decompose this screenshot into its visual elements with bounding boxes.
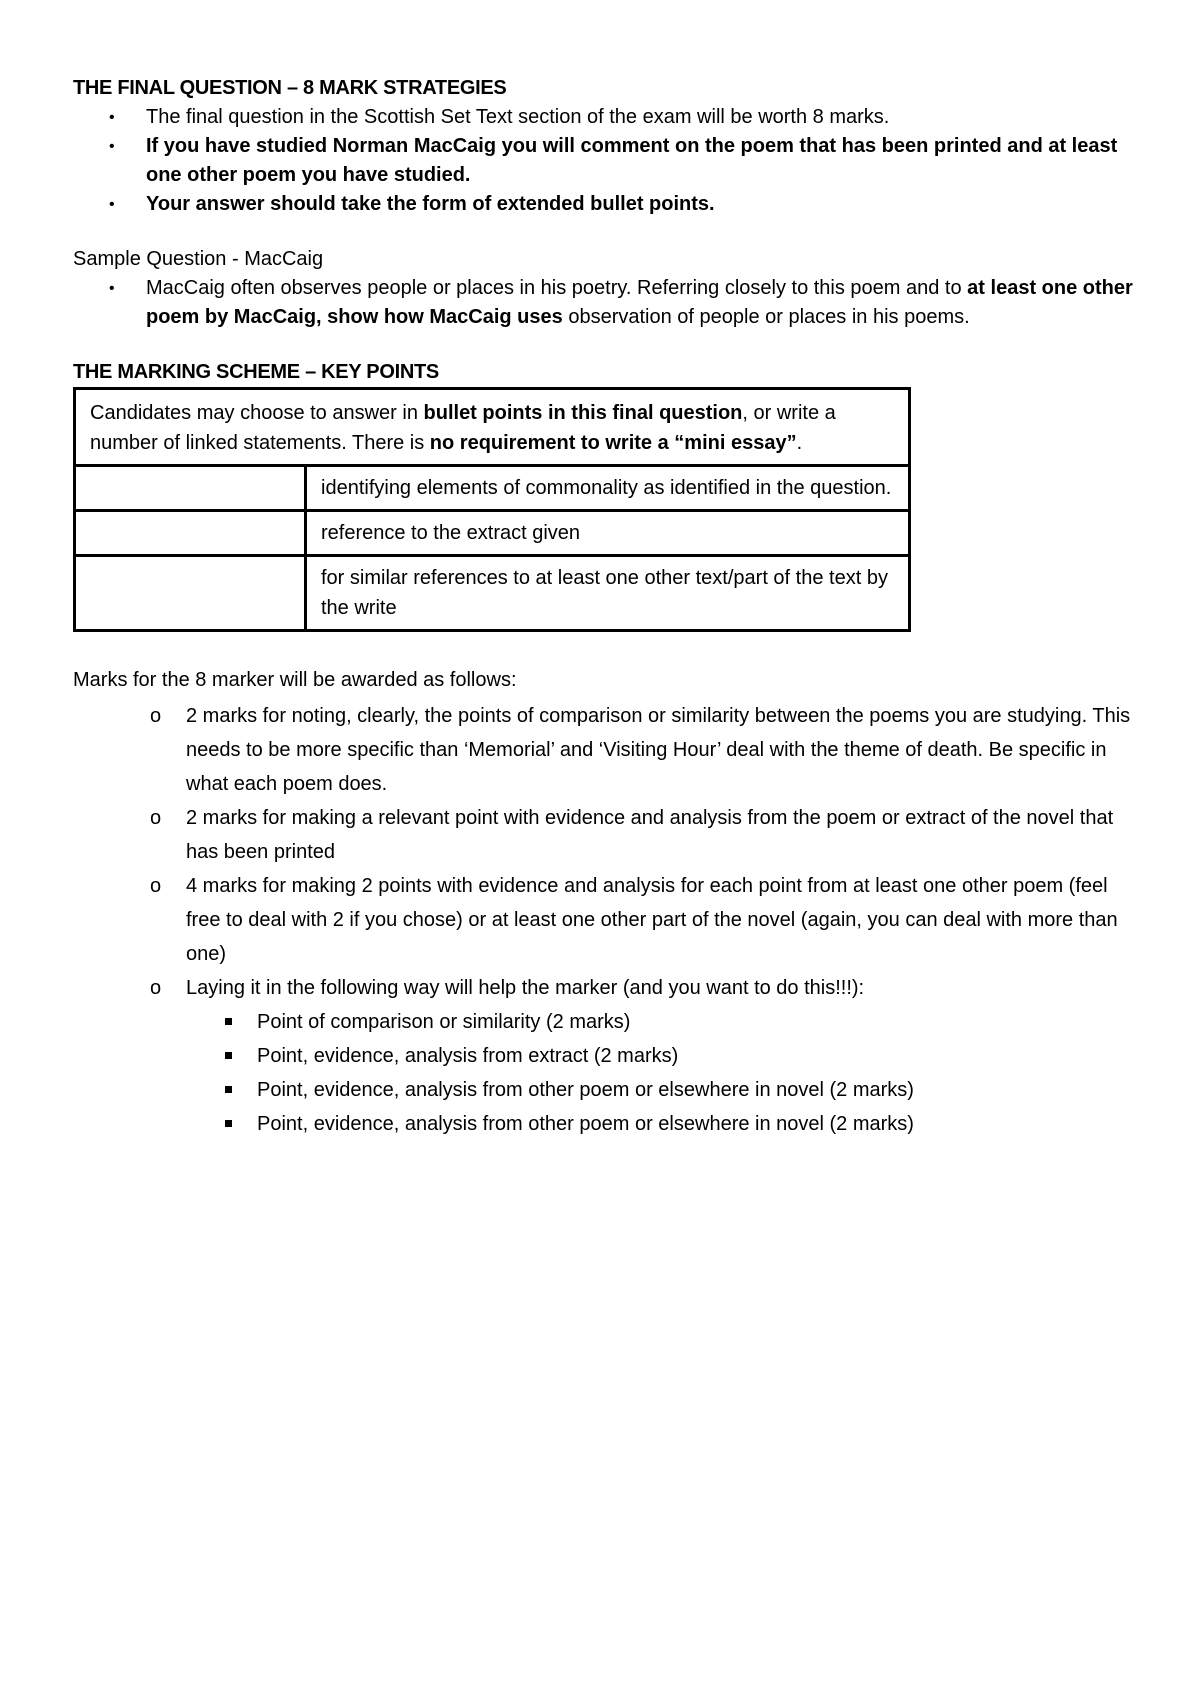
text-run: Candidates may choose to answer in: [90, 402, 424, 424]
strategies-list: [73, 103, 1133, 219]
strategy-bullet: [73, 132, 1133, 190]
layout-sub-item: [73, 1107, 1133, 1141]
marks-list: [73, 699, 1133, 1141]
marks-item: [73, 801, 1133, 869]
marks-item-text: 2 marks for noting, clearly, the points of comparison or similarity between the poems you are studying. This needs to be more specific than ‘Memorial’ and ‘Visiting Hour’ deal with the theme of death. Be specific in what each poem does.: [186, 705, 1131, 795]
scheme-intro-row: [75, 389, 910, 466]
bullet-dot-icon: •: [109, 138, 115, 155]
text-run: observation of people or places in his poems.: [562, 306, 970, 328]
text-run: .: [796, 432, 803, 454]
layout-sub-item-text: Point of comparison or similarity (2 marks): [257, 1011, 631, 1033]
square-bullet-icon: [225, 1052, 232, 1059]
scheme-right-cell: reference to the extract given: [306, 511, 910, 556]
circle-bullet-icon: o: [150, 807, 162, 829]
strategy-bullet: [73, 103, 1133, 132]
circle-bullet-icon: o: [150, 705, 162, 727]
scheme-row: [75, 466, 910, 511]
scheme-intro-cell: [75, 389, 910, 466]
marks-item-text: Laying it in the following way will help the marker (and you want to do this!!!):: [186, 977, 865, 999]
layout-sub-item: [73, 1039, 1133, 1073]
sample-question-heading: Sample Question - MacCaig: [73, 248, 324, 270]
layout-sub-item-text: Point, evidence, analysis from other poem or elsewhere in novel (2 marks): [257, 1113, 914, 1135]
layout-sub-item: [73, 1073, 1133, 1107]
marks-intro: Marks for the 8 marker will be awarded as follows:: [73, 669, 517, 691]
text-run: no requirement to write a “mini essay”: [429, 432, 797, 454]
square-bullet-icon: [225, 1120, 232, 1127]
document-page: [73, 74, 1133, 1141]
strategies-heading: THE FINAL QUESTION – 8 MARK STRATEGIES: [73, 77, 507, 99]
layout-sub-item: [73, 1005, 1133, 1039]
layout-sub-item-text: Point, evidence, analysis from extract (2 marks): [257, 1045, 679, 1067]
circle-bullet-icon: o: [150, 875, 162, 897]
scheme-row: [75, 511, 910, 556]
marks-item-text: 4 marks for making 2 points with evidence and analysis for each point from at least one other poem (feel free to deal with 2 if you chose) or at least one other part of the novel (again, you can deal with more than one): [186, 875, 1118, 965]
text-run: Your answer should take the form of extended bullet points.: [146, 193, 715, 215]
marking-scheme-table: [73, 387, 911, 632]
sample-question-text: [146, 277, 1133, 328]
marking-scheme-heading: THE MARKING SCHEME – KEY POINTS: [73, 361, 439, 383]
text-run: The final question in the Scottish Set Text section of the exam will be worth 8 marks.: [146, 106, 890, 128]
strategy-text: [146, 106, 889, 128]
layout-sub-item-text: Point, evidence, analysis from other poem or elsewhere in novel (2 marks): [257, 1079, 914, 1101]
marks-item: [73, 971, 1133, 1141]
marks-item-text: 2 marks for making a relevant point with evidence and analysis from the poem or extract of the novel that has been printed: [186, 807, 1114, 863]
square-bullet-icon: [225, 1018, 232, 1025]
layout-sub-list: [73, 1005, 1133, 1141]
circle-bullet-icon: o: [150, 977, 162, 999]
sample-question-bullet: [73, 274, 1133, 332]
marks-item: [73, 869, 1133, 971]
text-run: bullet points in this final question: [423, 402, 743, 424]
text-run: , or write a number of linked statements. There is: [90, 402, 836, 454]
bullet-dot-icon: •: [109, 109, 115, 126]
sample-question-list: [73, 274, 1133, 332]
marks-item: [73, 699, 1133, 801]
scheme-row: [75, 556, 910, 631]
scheme-right-cell: for similar references to at least one other text/part of the text by the write: [306, 556, 910, 631]
strategy-bullet: [73, 190, 1133, 219]
scheme-left-cell: [75, 556, 306, 631]
strategy-text: [146, 135, 1117, 186]
text-run: at least one other poem by MacCaig, show how MacCaig uses: [146, 277, 1133, 328]
square-bullet-icon: [225, 1086, 232, 1093]
text-run: If you have studied Norman MacCaig you will comment on the poem that has been printed and at least one other poem you have studied.: [146, 135, 1118, 186]
scheme-left-cell: [75, 466, 306, 511]
strategy-text: [146, 193, 715, 215]
bullet-dot-icon: •: [109, 196, 115, 213]
scheme-right-cell: identifying elements of commonality as identified in the question.: [306, 466, 910, 511]
bullet-dot-icon: •: [109, 280, 115, 297]
scheme-left-cell: [75, 511, 306, 556]
text-run: MacCaig often observes people or places in his poetry. Referring closely to this poem and to: [146, 277, 968, 299]
